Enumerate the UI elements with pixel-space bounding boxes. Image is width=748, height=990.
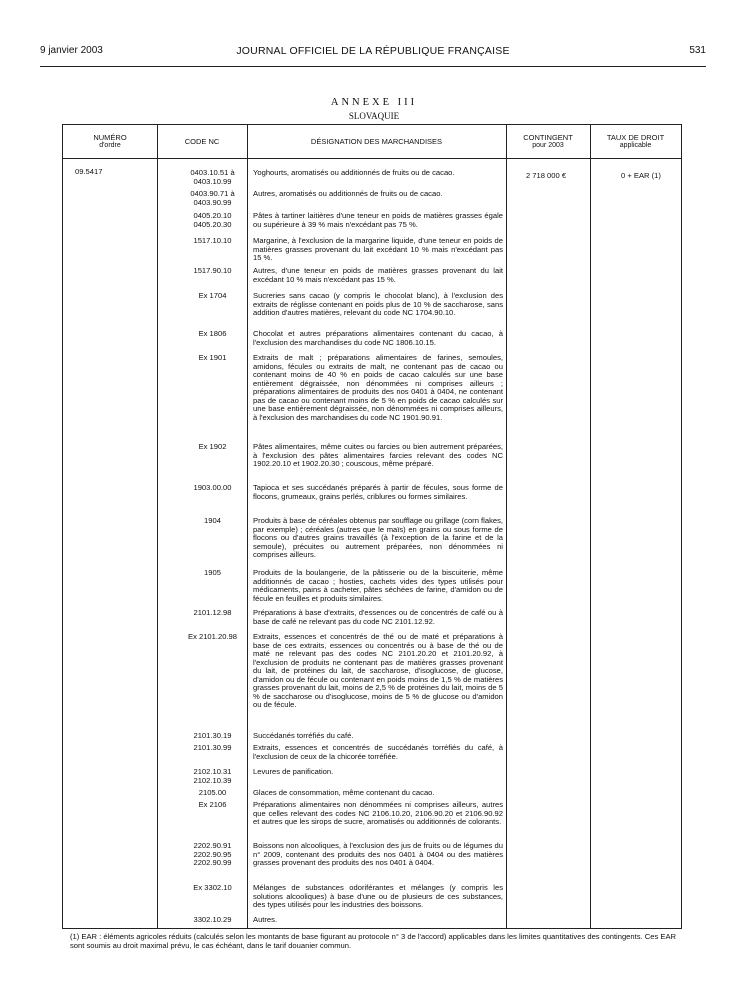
goods-description: Pâtes à tartiner laitières d'une teneur en poids de matières grasses égale ou supérieure à 39 % mais n'excédant pas 75 %.: [253, 211, 503, 229]
nc-code: 2202.90.91 2202.90.95 2202.90.99: [193, 841, 232, 867]
goods-description: Préparations à base d'extraits, d'essences ou de concentrés de café ou à base de café ne relevant pas du code NC 2101.12.92.: [253, 608, 503, 626]
goods-description: Pâtes alimentaires, même cuites ou farcies ou bien autrement préparées, à l'exclusion des pâtes alimentaires farcies relevant des codes NC 1902.20.10 et 1902.20.30 ; couscous, même préparé.: [253, 442, 503, 468]
page-header: [40, 45, 706, 63]
goods-description: Glaces de consommation, même contenant du cacao.: [253, 788, 435, 797]
column-divider: [157, 125, 158, 928]
journal-title: JOURNAL OFFICIEL DE LA RÉPUBLIQUE FRANÇAISE: [236, 45, 510, 57]
goods-description: Tapioca et ses succédanés préparés à partir de fécules, sous forme de flocons, grumeaux, grains perlés, criblures ou formes similaires.: [253, 483, 503, 501]
nc-code: 1903.00.00: [193, 483, 232, 492]
goods-description: Chocolat et autres préparations alimentaires contenant du cacao, à l'exclusion des marchandises du code NC 1806.10.15.: [253, 329, 503, 347]
header-rule: [40, 66, 706, 67]
goods-description: Extraits, essences et concentrés de succédanés torréfiés du café, à l'exclusion de ceux de la chicorée torréfiée.: [253, 743, 503, 761]
nc-code: 2105.00: [198, 788, 227, 797]
nc-code: 1517.10.10: [193, 236, 232, 245]
nc-code: 2101.30.19: [193, 731, 232, 740]
goods-description: Succédanés torréfiés du café.: [253, 731, 354, 740]
col-header-contingent-sub: pour 2003: [532, 142, 564, 149]
goods-description: Yoghourts, aromatisés ou additionnés de fruits ou de cacao.: [253, 168, 455, 177]
quota-value: 2 718 000 €: [525, 171, 567, 180]
goods-description: Levures de panification.: [253, 767, 334, 776]
goods-description: Autres, d'une teneur en poids de matières grasses provenant du lait excédant 10 % mais n'excédant pas 15 %.: [253, 266, 503, 284]
goods-description: Extraits de malt ; préparations alimentaires de farines, semoules, amidons, fécules ou extraits de malt, ne contenant pas de cacao ou contenant moins de 40 % en poids de cacao calculés sur une base entièrement dégraissée, non dénommées ni comprises ailleurs ; préparations alimentaires de produits des nos 0401 à 0404, ne contenant pas de cacao ou contenant moins de 5 % en poids de cacao calculés sur une base entièrement dégraissée, non dénommées ni comprises ailleurs, à l'exclusion des marchandises du code NC 1901.90.91.: [253, 353, 503, 422]
col-header-designation: [247, 128, 506, 156]
tariff-table: [62, 124, 682, 929]
rate-value: 0 + EAR (1): [621, 171, 661, 180]
goods-description: Autres.: [253, 915, 278, 924]
col-header-contingent: [506, 128, 590, 156]
nc-code: 2101.30.99: [193, 743, 232, 752]
col-header-taux: [590, 128, 681, 156]
column-divider: [590, 125, 591, 928]
nc-code: 2101.12.98: [193, 608, 232, 617]
goods-description: Margarine, à l'exclusion de la margarine liquide, d'une teneur en poids de matières grasses provenant du lait excédant 10 % mais n'excédant pas 15 %.: [253, 236, 503, 262]
nc-code: Ex 1902: [198, 442, 227, 451]
nc-code: 2102.10.31 2102.10.39: [193, 767, 232, 785]
page-number: 531: [689, 45, 706, 56]
col-header-taux-sub: applicable: [619, 142, 652, 149]
nc-code: Ex 1901: [198, 353, 227, 362]
col-header-code: [157, 128, 247, 156]
header-date: 9 janvier 2003: [40, 45, 103, 56]
goods-description: Mélanges de substances odoriférantes et mélanges (y compris les solutions alcooliques) à base d'une ou de plusieurs de ces substances, des types utilisés pour les industries des boissons.: [253, 883, 503, 909]
col-header-code-label: CODE NC: [184, 136, 220, 146]
nc-code: Ex 2101.20.98: [188, 632, 237, 641]
nc-code: 1904: [204, 516, 221, 525]
goods-description: Produits à base de céréales obtenus par soufflage ou grillage (corn flakes, par exemple) ; céréales (autres que le maïs) en grains ou sous forme de flocons ou d'autres grains travaillés (à l'exception de la farine et de la semoule), précuites ou autrement préparées, non dénommées ni comprises ailleurs.: [253, 516, 503, 559]
header-divider: [63, 158, 681, 159]
annex-country: SLOVAQUIE: [348, 111, 400, 121]
nc-code: 0405.20.10 0405.20.30: [193, 211, 232, 229]
nc-code: Ex 2106: [198, 800, 227, 809]
annex-title: ANNEXE III: [330, 97, 418, 108]
nc-code: 3302.10.29: [193, 915, 232, 924]
col-header-contingent-label: CONTINGENT: [523, 132, 573, 142]
goods-description: Autres, aromatisés ou additionnés de fruits ou de cacao.: [253, 189, 443, 198]
nc-code: 1905: [204, 568, 221, 577]
footnote: (1) EAR : éléments agricoles réduits (calculés selon les montants de base figurant au protocole n° 3 de l'accord) applicables dans les limites quantitatives des contingents. Ces EAR sont soumis au droit maximal prévu, le cas échéant, dans le tarif douanier commun.: [70, 932, 676, 950]
col-header-numero-sub: d'ordre: [99, 142, 121, 149]
nc-code: Ex 3302.10: [193, 883, 232, 892]
nc-code: 0403.10.51 à 0403.10.99: [190, 168, 235, 186]
goods-description: Préparations alimentaires non dénommées ni comprises ailleurs, autres que celles relevant des codes NC 2106.10.20, 2106.90.20 et 2106.90.92 et autres que les sirops de sucre, aromatisés ou additionnés de colorants.: [253, 800, 503, 826]
col-header-designation-label: DÉSIGNATION DES MARCHANDISES: [310, 136, 443, 146]
goods-description: Boissons non alcooliques, à l'exclusion des jus de fruits ou de légumes du n° 2009, contenant des produits des nos 0401 à 0404 ou des matières grasses provenant des produits des nos 0401 à 0404.: [253, 841, 503, 867]
nc-code: Ex 1704: [198, 291, 227, 300]
col-header-numero-label: NUMÉRO: [93, 132, 127, 142]
goods-description: Extraits, essences et concentrés de thé ou de maté et préparations à base de ces extraits, essences ou concentrés ou à base de thé ou de maté ne relevant pas des codes NC 2101.20.20 et 2101.20.92, à l'exclusion de produits ne contenant pas de matières grasses provenant du lait, de protéines du lait, de saccharose, d'isoglucose, de glucose, d'amidon ou de fécule ou contenant en poids moins de 1,5 % de matières grasses provenant du lait, moins de 2,5 % de protéines du lait, moins de 5 % de saccharose ou d'isoglucose, moins de 5 % de glucose ou d'amidon ou de fécule.: [253, 632, 503, 709]
goods-description: Produits de la boulangerie, de la pâtisserie ou de la biscuiterie, même additionnés de cacao ; hosties, cachets vides des types utilisés pour médicaments, pains à cacheter, pâtes séchées de farine, d'amidon ou de fécule en feuilles et produits similaires.: [253, 568, 503, 603]
col-header-taux-label: TAUX DE DROIT: [606, 132, 665, 142]
order-number: 09.5417: [75, 167, 103, 176]
goods-description: Sucreries sans cacao (y compris le chocolat blanc), à l'exclusion des extraits de réglisse contenant en poids plus de 10 % de saccharose, sans addition d'autres matières, relevant du code NC 1704.90.10.: [253, 291, 503, 317]
column-divider: [506, 125, 507, 928]
nc-code: 0403.90.71 à 0403.90.99: [190, 189, 235, 207]
nc-code: Ex 1806: [198, 329, 227, 338]
col-header-numero: [63, 128, 157, 156]
nc-code: 1517.90.10: [193, 266, 232, 275]
